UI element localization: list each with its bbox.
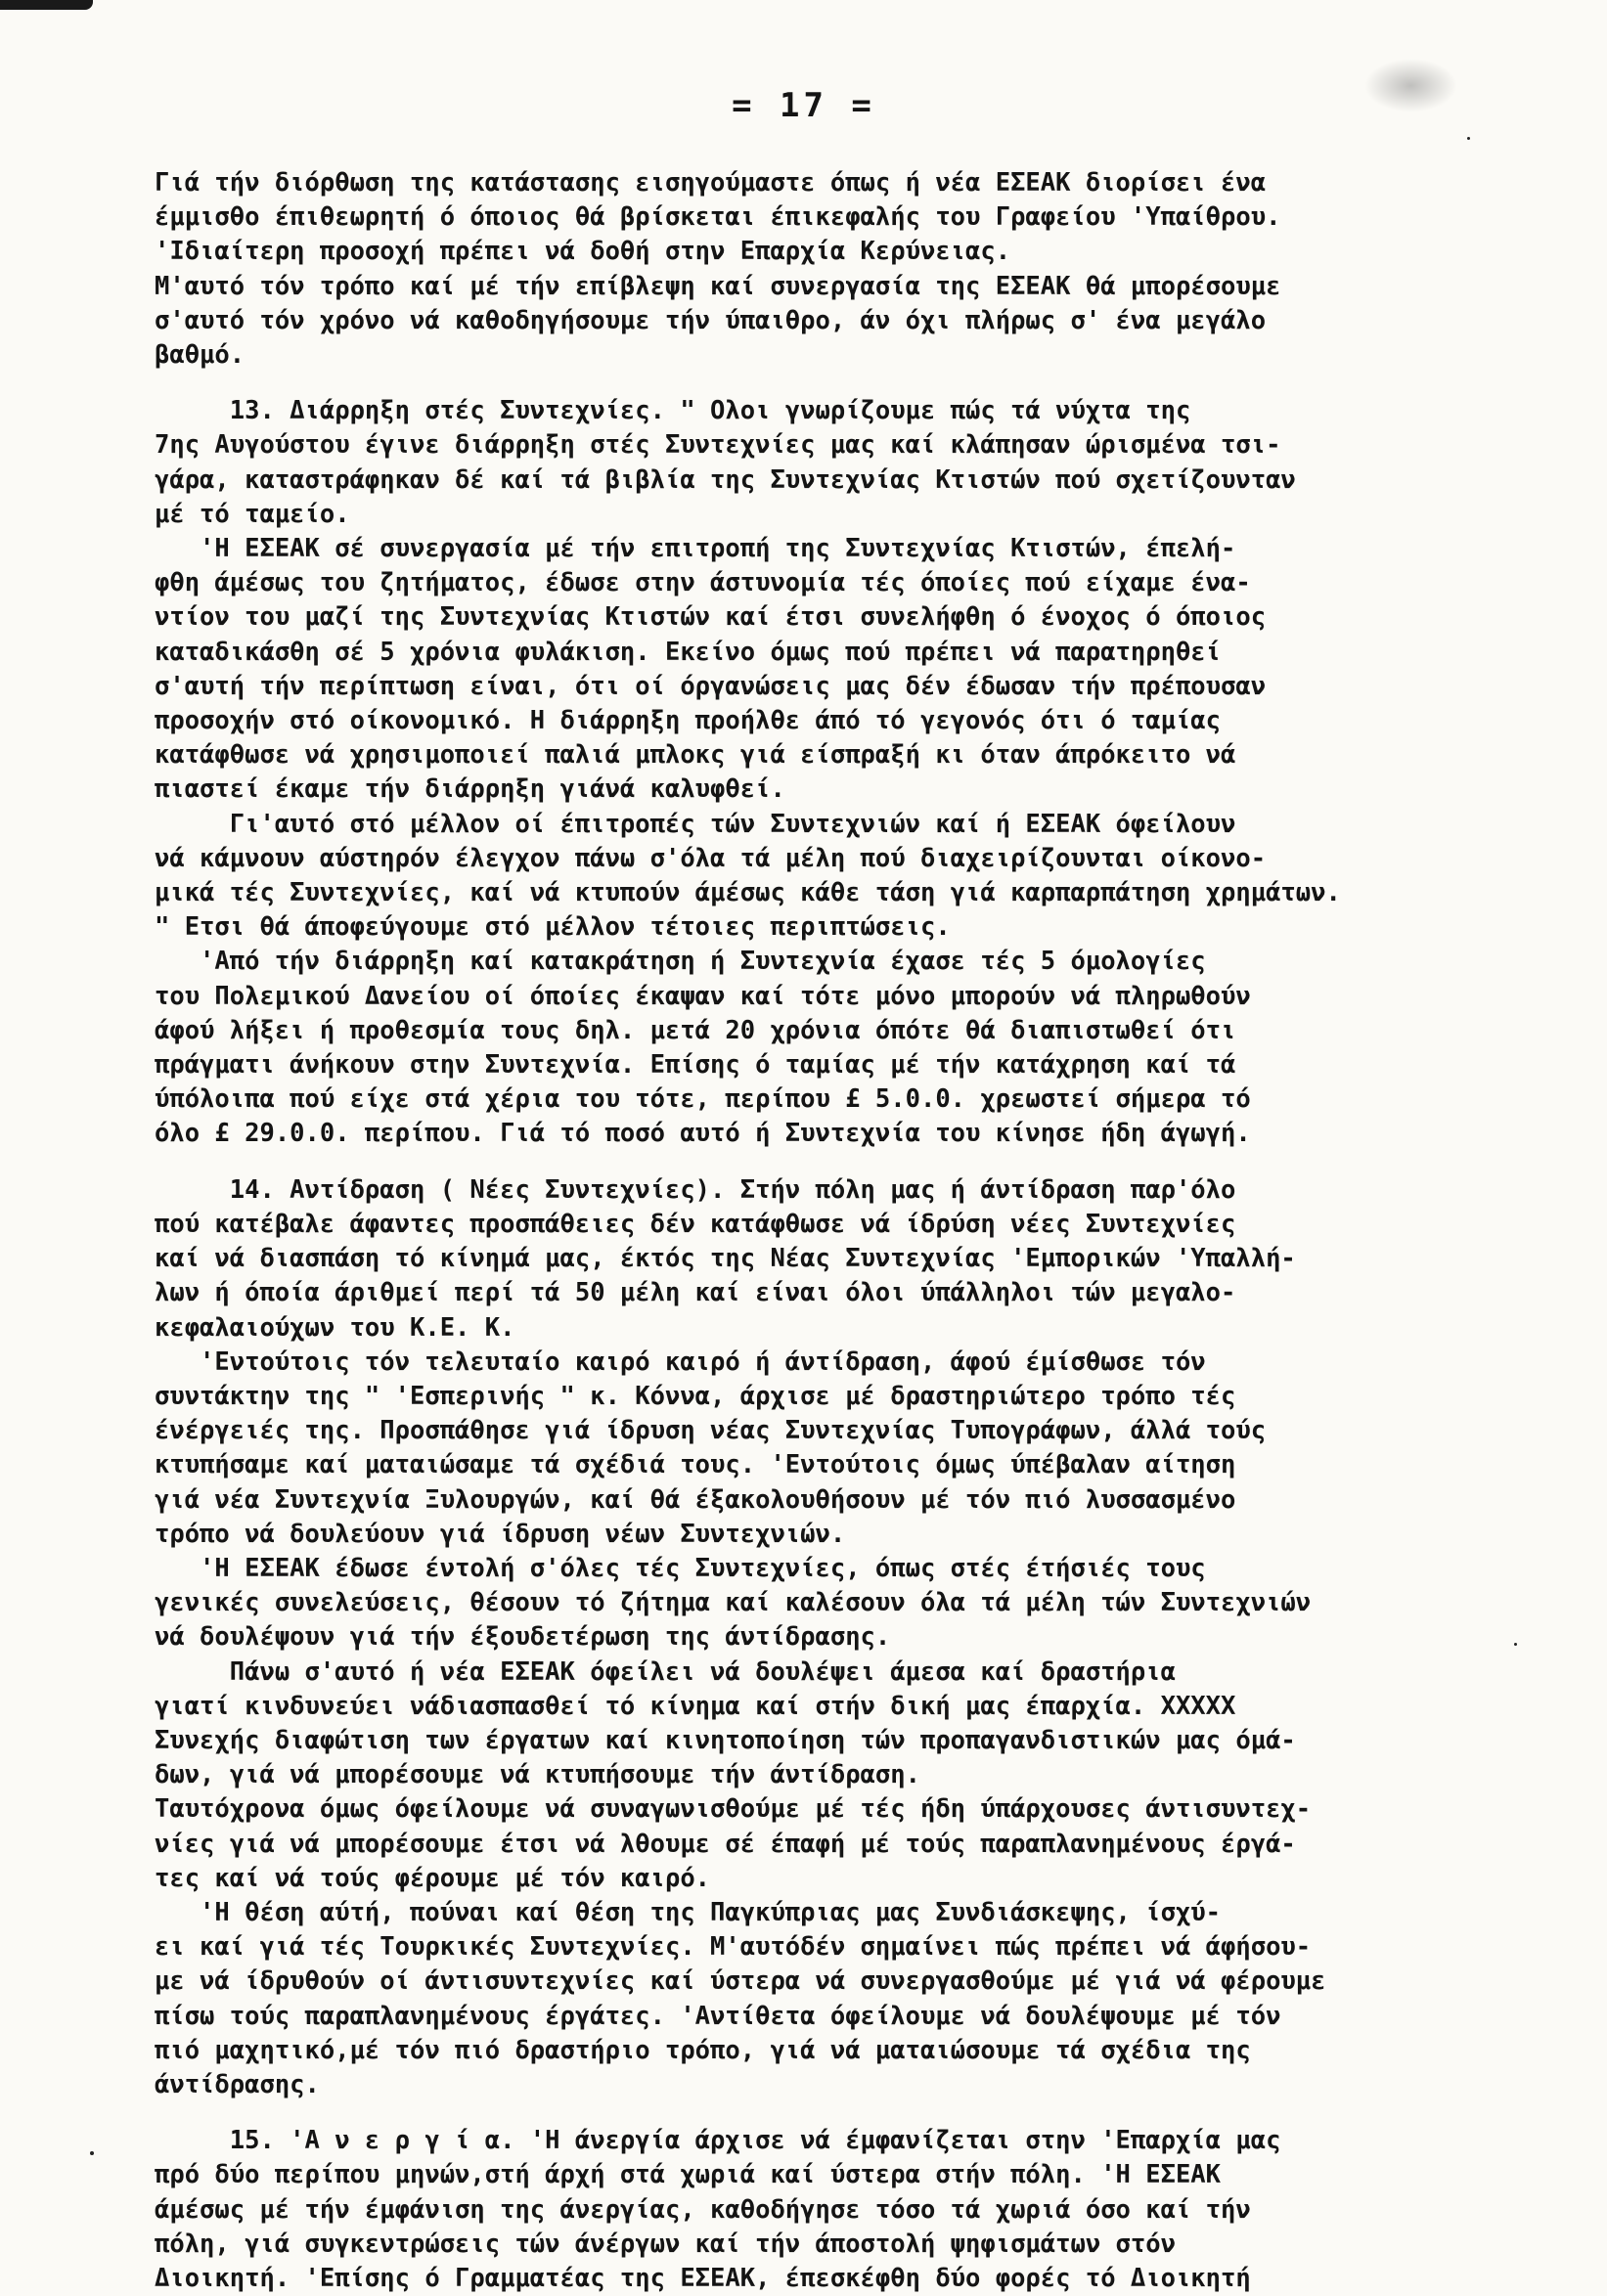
page-number: = 17 = bbox=[732, 86, 875, 125]
text-line: ύπόλοιπα πού είχε στά χέρια του τότε, περίπου £ 5.0.0. χρεωστεί σήμερα τό bbox=[155, 1084, 1251, 1115]
text-line: δων, γιά νά μπορέσουμε νά κτυπήσουμε τήν άντίδραση. bbox=[155, 1760, 920, 1790]
text-line: Μ'αυτό τόν τρόπο καί μέ τήν επίβλεψη καί συνεργασία της ΕΣΕΑΚ θά μπορέσουμε bbox=[155, 271, 1281, 301]
scan-speck bbox=[1467, 137, 1470, 140]
text-line: Γιά τήν διόρθωση της κατάστασης εισηγούμαστε όπως ή νέα ΕΣΕΑΚ διορίσει ένα bbox=[155, 168, 1267, 198]
text-line: βαθμό. bbox=[155, 340, 246, 371]
section-14 bbox=[155, 1173, 1568, 2102]
text-line: Γι'αυτό στό μέλλον οί έπιτροπές τών Συντεχνιών καί ή ΕΣΕΑΚ όφείλουν bbox=[155, 809, 1236, 839]
text-line: Πάνω σ'αυτό ή νέα ΕΣΕΑΚ όφείλει νά δουλέψει άμεσα καί δραστήρια bbox=[155, 1656, 1176, 1687]
text-line: ένέργειές της. Προσπάθησε γιά ίδρυση νέας Συντεχνίας Τυπογράφων, άλλά τούς bbox=[155, 1416, 1267, 1446]
text-line: πιό μαχητικό,μέ τόν πιό δραστήριο τρόπο, γιά νά ματαιώσουμε τά σχέδια της bbox=[155, 2035, 1251, 2065]
text-line: Ταυτόχρονα όμως όφείλουμε νά συναγωνισθούμε μέ τές ήδη ύπάρχουσες άντισυντεχ- bbox=[155, 1794, 1312, 1825]
text-line: λων ή όποία άριθμεί περί τά 50 μέλη καί είναι όλοι ύπάλληλοι τών μεγαλο- bbox=[155, 1278, 1236, 1308]
text-line: άμέσως μέ τήν έμφάνιση της άνεργίας, καθοδήγησε τόσο τά χωριά όσο καί τήν bbox=[155, 2194, 1251, 2225]
text-line: με νά ίδρυθούν οί άντισυντεχνίες καί ύστερα νά συνεργασθούμε μέ γιά νά φέρουμε bbox=[155, 1966, 1326, 1997]
text-line: γιά νέα Συντεχνία Ξυλουργών, καί θά έξακολουθήσουν μέ τόν πιό λυσσασμένο bbox=[155, 1484, 1236, 1515]
text-line: πίσω τούς παραπλανημένους έργάτες. 'Αντίθετα όφείλουμε νά δουλέψουμε μέ τόν bbox=[155, 2001, 1281, 2031]
text-line: μικά τές Συντεχνίες, καί νά κτυπούν άμέσως κάθε τάση γιά καρπαρπάτηση χρημάτων. bbox=[155, 878, 1341, 908]
text-line: Διοικητή. 'Επίσης ό Γραμματέας της ΕΣΕΑΚ, έπεσκέφθη δύο φορές τό Διοικητή bbox=[155, 2263, 1251, 2293]
text-line: πράγματι άνήκουν στην Συντεχνία. Επίσης ό ταμίας μέ τήν κατάχρηση καί τά bbox=[155, 1050, 1236, 1081]
text-line: 'Η ΕΣΕΑΚ σέ συνεργασία μέ τήν επιτροπή της Συντεχνίας Κτιστών, έπελή- bbox=[155, 534, 1236, 564]
scan-speck bbox=[1514, 1643, 1517, 1646]
text-line: ντίον του μαζί της Συντεχνίας Κτιστών καί έτσι συνελήφθη ό ένοχος ό όποιος bbox=[155, 602, 1267, 633]
section-heading-15: 15. 'Α ν ε ρ γ ί α. 'Η άνεργία άρχισε νά έμφανίζεται στην 'Επαρχία μας bbox=[155, 2126, 1281, 2156]
text-line: Συνεχής διαφώτιση των έργατων καί κινητοποίηση τών προπαγανδιστικών μας όμά- bbox=[155, 1725, 1296, 1755]
text-line: προσοχήν στό οίκονομικό. Η διάρρηξη προήλθε άπό τό γεγονός ότι ό ταμίας bbox=[155, 706, 1222, 736]
section-heading-14: 14. Αντίδραση ( Νέες Συντεχνίες). Στήν πόλη μας ή άντίδραση παρ'όλο bbox=[155, 1174, 1236, 1205]
text-line: του Πολεμικού Δανείου οί όποίες έκαψαν καί τότε μόνο μπορούν νά πληρωθούν bbox=[155, 981, 1251, 1011]
text-line: έμμισθο έπιθεωρητή ό όποιος θά βρίσκεται έπικεφαλής του Γραφείου 'Υπαίθρου. bbox=[155, 202, 1281, 233]
text-line: καί νά διασπάση τό κίνημά μας, έκτός της Νέας Συντεχνίας 'Εμπορικών 'Υπαλλή- bbox=[155, 1244, 1296, 1274]
text-line: γενικές συνελεύσεις, θέσουν τό ζήτημα καί καλέσουν όλα τά μέλη τών Συντεχνιών bbox=[155, 1588, 1312, 1618]
text-line: πόλη, γιά συγκεντρώσεις τών άνέργων καί τήν άποστολή ψηφισμάτων στόν bbox=[155, 2229, 1176, 2259]
text-line: 'Εντούτοις τόν τελευταίο καιρό καιρό ή άντίδραση, άφού έμίσθωσε τόν bbox=[155, 1347, 1206, 1377]
text-line: ει καί γιά τές Τουρκικές Συντεχνίες. Μ'αυτόδέν σημαίνει πώς πρέπει νά άφήσου- bbox=[155, 1932, 1312, 1963]
section-heading-13: 13. Διάρρηξη στές Συντεχνίες. " Ολοι γνωρίζουμε πώς τά νύχτα της bbox=[155, 396, 1191, 426]
text-line: άφού λήξει ή προθεσμία τους δηλ. μετά 20 χρόνια όπότε θά διαπιστωθεί ότι bbox=[155, 1015, 1236, 1045]
text-line: 'Ιδιαίτερη προσοχή πρέπει νά δοθή στην Επαρχία Κερύνειας. bbox=[155, 237, 1011, 267]
text-line: μέ τό ταμείο. bbox=[155, 499, 350, 529]
text-line: πιαστεί έκαμε τήν διάρρηξη γιάνά καλυφθεί. bbox=[155, 774, 785, 805]
text-line: όλο £ 29.0.0. περίπου. Γιά τό ποσό αυτό ή Συντεχνία του κίνησε ήδη άγωγή. bbox=[155, 1119, 1251, 1149]
text-line: φθη άμέσως του ζητήματος, έδωσε στην άστυνομία τές όποίες πού είχαμε ένα- bbox=[155, 568, 1251, 598]
section-13 bbox=[155, 394, 1568, 1151]
scan-speck bbox=[90, 2151, 94, 2155]
text-line: σ'αυτή τήν περίπτωση είναι, ότι οί όργανώσεις μας δέν έδωσαν τήν πρέπουσαν bbox=[155, 671, 1267, 701]
text-line: νίες γιά νά μπορέσουμε έτσι νά λθουμε σέ έπαφή μέ τούς παραπλανημένους έργά- bbox=[155, 1829, 1296, 1859]
text-line: " Ετσι θά άποφεύγουμε στό μέλλον τέτοιες περιπτώσεις. bbox=[155, 912, 951, 943]
text-line: πού κατέβαλε άφαντες προσπάθειες δέν κατάφθωσε νά ίδρύση νέες Συντεχνίες bbox=[155, 1209, 1236, 1239]
text-line: σ'αυτό τόν χρόνο νά καθοδηγήσουμε τήν ύπαιθρο, άν όχι πλήρως σ' ένα μεγάλο bbox=[155, 305, 1267, 335]
text-line: 7ης Αυγούστου έγινε διάρρηξη στές Συντεχνίες μας καί κλάπησαν ώρισμένα τσι- bbox=[155, 430, 1281, 461]
paragraph-1 bbox=[155, 166, 1568, 373]
text-line: 'Από τήν διάρρηξη καί κατακράτηση ή Συντεχνία έχασε τές 5 όμολογίες bbox=[155, 947, 1206, 977]
text-line: νά δουλέψουν γιά τήν έξουδετέρωση της άντίδρασης. bbox=[155, 1622, 891, 1653]
text-line: 'Η ΕΣΕΑΚ έδωσε έντολή σ'όλες τές Συντεχνίες, όπως στές έτήσιές τους bbox=[155, 1553, 1206, 1583]
text-line: κτυπήσαμε καί ματαιώσαμε τά σχέδιά τους. 'Εντούτοις όμως ύπέβαλαν αίτηση bbox=[155, 1450, 1236, 1480]
text-line: άντίδρασης. bbox=[155, 2069, 320, 2099]
text-line: καταδικάσθη σέ 5 χρόνια φυλάκιση. Εκείνο όμως πού πρέπει νά παρατηρηθεί bbox=[155, 637, 1222, 667]
text-line: τρόπο νά δουλεύουν γιά ίδρυση νέων Συντεχνιών. bbox=[155, 1519, 846, 1549]
section-15 bbox=[155, 2124, 1568, 2296]
text-line: νά κάμνουν αύστηρόν έλεγχον πάνω σ'όλα τά μέλη πού διαχειρίζουνται οίκονο- bbox=[155, 843, 1267, 873]
text-line: κεφαλαιούχων του Κ.Ε. Κ. bbox=[155, 1312, 515, 1343]
text-line: γάρα, καταστράφηκαν δέ καί τά βιβλία της Συντεχνίας Κτιστών πού σχετίζουνταν bbox=[155, 464, 1296, 495]
text-line: τες καί νά τούς φέρουμε μέ τόν καιρό. bbox=[155, 1863, 711, 1893]
text-line: κατάφθωσε νά χρησιμοποιεί παλιά μπλοκς γιά είσπραξή κι όταν άπρόκειτο νά bbox=[155, 740, 1236, 771]
text-line: πρό δύο περίπου μηνών,στή άρχή στά χωριά καί ύστερα στήν πόλη. 'Η ΕΣΕΑΚ bbox=[155, 2160, 1222, 2190]
scan-corner-mark bbox=[0, 0, 93, 10]
text-line: συντάκτην της " 'Εσπερινής " κ. Κόννα, άρχισε μέ δραστηριώτερο τρόπο τές bbox=[155, 1381, 1236, 1411]
document-body bbox=[155, 166, 1568, 2296]
text-line: 'Η θέση αύτή, πούναι καί θέση της Παγκύπριας μας Συνδιάσκεψης, ίσχύ- bbox=[155, 1897, 1222, 1927]
text-line: γιατί κινδυνεύει νάδιασπασθεί τό κίνημα καί στήν δική μας έπαρχία. ΧΧΧΧΧ bbox=[155, 1691, 1236, 1721]
